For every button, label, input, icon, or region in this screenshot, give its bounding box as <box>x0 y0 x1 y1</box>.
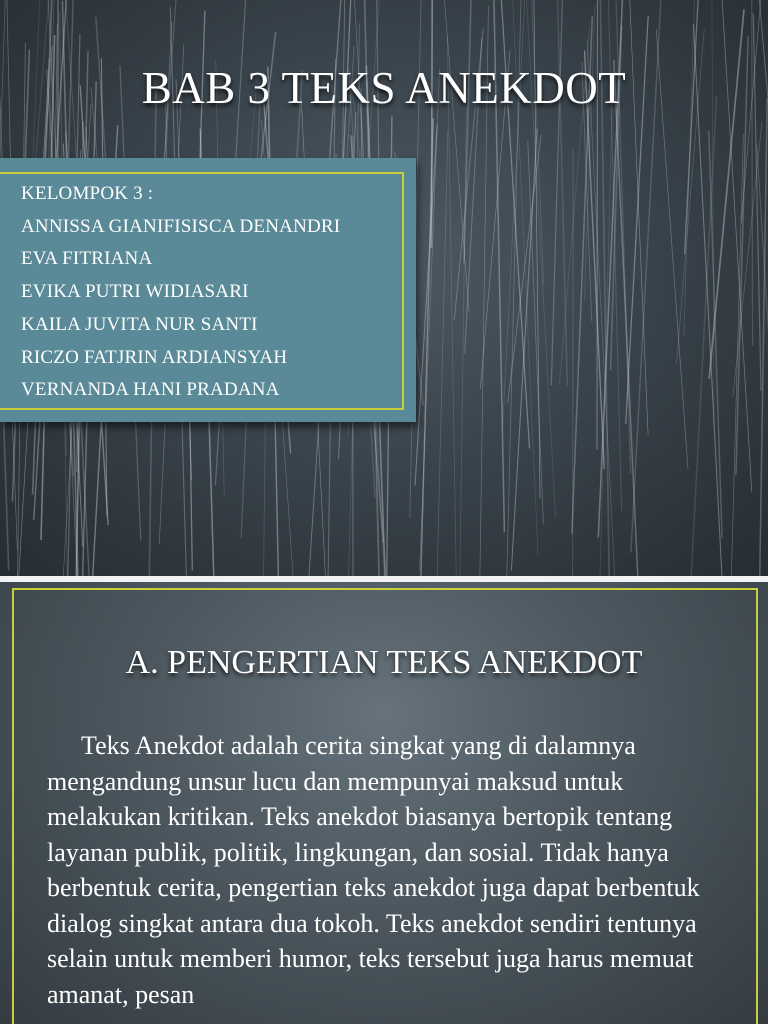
slide-title: BAB 3 TEKS ANEKDOT <box>141 63 627 113</box>
section-heading: A. PENGERTIAN TEKS ANEKDOT <box>125 644 643 681</box>
definition-slide <box>0 582 768 1024</box>
member-name: RICZO FATJRIN ARDIANSYAH <box>21 346 288 368</box>
background-line <box>528 142 544 525</box>
background-line <box>684 0 695 337</box>
member-name: ANNISSA GIANIFISISCA DENANDRI <box>21 215 341 237</box>
background-line <box>752 0 753 346</box>
background-line <box>733 122 762 398</box>
group-members-list <box>21 178 340 407</box>
background-line <box>758 99 767 576</box>
background-line <box>415 125 437 486</box>
background-line <box>464 0 472 263</box>
member-name: VERNANDA HANI PRADANA <box>21 379 280 401</box>
member-name: KAILA JUVITA NUR SANTI <box>21 313 258 335</box>
background-line <box>573 150 574 576</box>
group-label: KELOMPOK 3 : <box>21 183 154 204</box>
member-name: EVIKA PUTRI WIDIASARI <box>21 281 249 303</box>
background-line <box>558 0 568 386</box>
definition-paragraph: Teks Anekdot adalah cerita singkat yang di dalamnya mengandung unsur lucu dan mempunyai maksud untuk melakukan kritikan. Teks anekdot biasanya bertopik tentang layanan publik, politik, lingkungan, dan sosial. Tidak hanya berbentuk cerita, pengertian teks anekdot juga dapat berbentuk dialog singkat antara dua tokoh. Teks anekdot sendiri tentunya selain untuk memberi humor, teks tersebut juga harus memuat amanat, pesan <box>47 731 700 1009</box>
background-line <box>419 118 433 576</box>
background-line <box>437 130 448 576</box>
background-line <box>730 134 744 576</box>
member-name: EVA FITRIANA <box>21 248 153 270</box>
